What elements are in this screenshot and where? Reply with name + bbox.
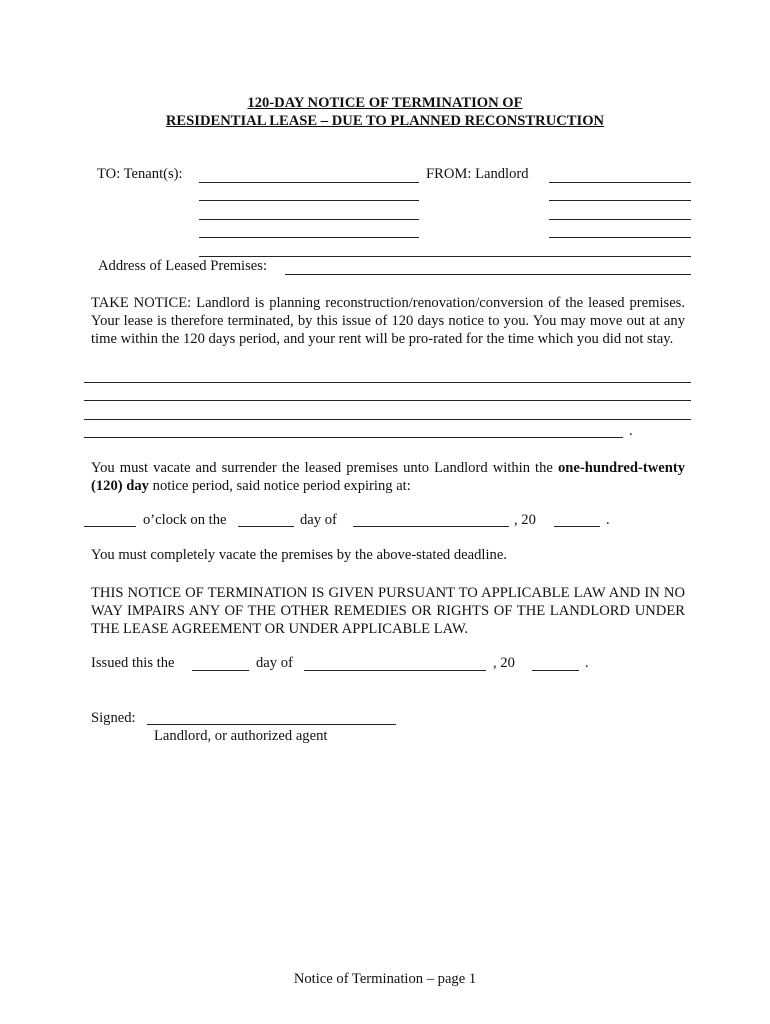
expiry-year-field[interactable] [554,526,600,527]
issued-year-prefix: , 20 [493,655,515,671]
to-tenants-label: TO: Tenant(s): [97,166,183,182]
expiry-period: . [606,512,610,528]
legal-notice-paragraph: THIS NOTICE OF TERMINATION IS GIVEN PURSUANT TO APPLICABLE LAW AND IN NO WAY IMPAIRS ANY OF THE OTHER REMEDIES OR RIGHTS OF THE LANDLORD UNDER THE LEASE AGREEMENT OR UNDER APPLICABLE LAW. [91,585,685,637]
tenant-name-field-3[interactable] [199,219,419,220]
reason-period: . [629,423,633,439]
vacate-period-bold: one-hundred-twenty (120) day [91,460,685,494]
oclock-label: o’clock on the [143,512,227,528]
expiry-day-of-label: day of [300,512,337,528]
separator-line [199,256,691,257]
tenant-name-field-1[interactable] [199,182,419,183]
title-line-1: 120-DAY NOTICE OF TERMINATION OF [247,95,523,111]
reason-line-3[interactable] [84,419,691,420]
reason-line-1[interactable] [84,382,691,383]
expiry-year-prefix: , 20 [514,512,536,528]
page-footer: Notice of Termination – page 1 [293,971,477,987]
landlord-field-3[interactable] [549,219,691,220]
expiry-month-field[interactable] [353,526,509,527]
hour-field[interactable] [84,526,136,527]
vacate-intro: You must vacate and surrender the leased premises unto Landlord within the [91,460,553,476]
title-line-2: RESIDENTIAL LEASE – DUE TO PLANNED RECONSTRUCTION [165,113,605,129]
vacate-paragraph [91,459,685,495]
landlord-field-4[interactable] [549,237,691,238]
landlord-field-1[interactable] [549,182,691,183]
take-notice-paragraph: TAKE NOTICE: Landlord is planning reconstruction/renovation/conversion of the leased premises. Your lease is therefore terminated, by this issue of 120 days notice to you. You may move out at any time within the 120 days period, and your rent will be pro-rated for the time which you did not stay. [91,295,685,347]
issued-day-of-label: day of [256,655,293,671]
expiry-day-field[interactable] [238,526,294,527]
address-label: Address of Leased Premises: [98,258,268,274]
tenant-name-field-4[interactable] [199,237,419,238]
vacate-rest: notice period, said notice period expiring at: [152,478,411,494]
issued-label: Issued this the [91,655,175,671]
issued-month-field[interactable] [304,670,486,671]
deadline-sentence: You must completely vacate the premises by the above-stated deadline. [91,547,507,563]
reason-line-4[interactable] [84,437,623,438]
issued-year-field[interactable] [532,670,579,671]
address-field[interactable] [285,274,691,275]
signer-caption: Landlord, or authorized agent [154,728,328,744]
signed-label: Signed: [91,710,136,726]
signature-field[interactable] [147,724,396,725]
issued-period: . [585,655,589,671]
tenant-name-field-2[interactable] [199,200,419,201]
issued-day-field[interactable] [192,670,249,671]
landlord-field-2[interactable] [549,200,691,201]
reason-line-2[interactable] [84,400,691,401]
from-landlord-label: FROM: Landlord [426,166,529,182]
